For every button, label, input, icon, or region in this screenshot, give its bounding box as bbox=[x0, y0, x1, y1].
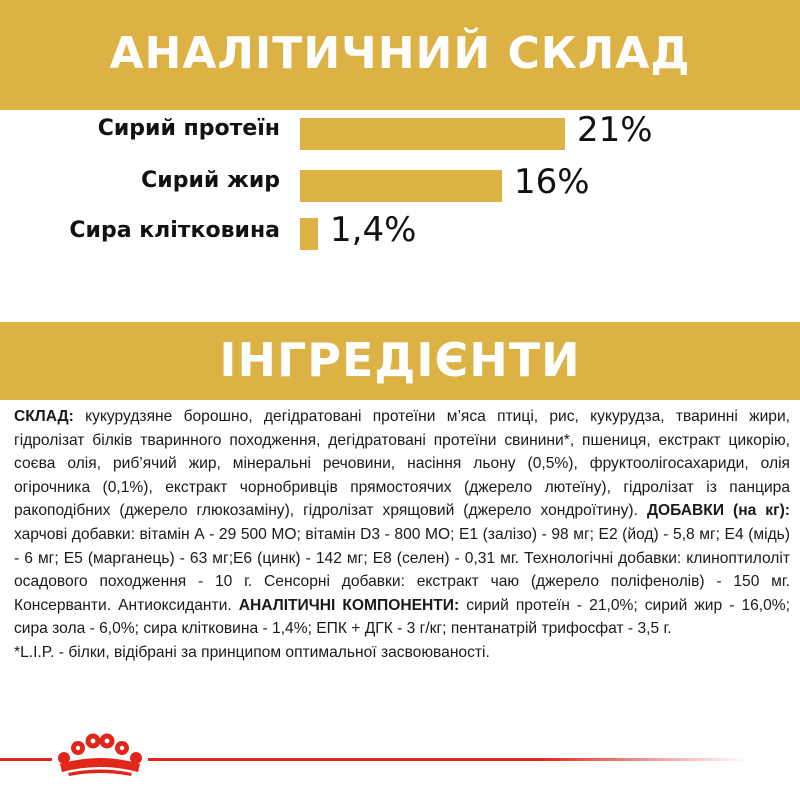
analysis-label: Сирий жир bbox=[141, 168, 280, 193]
analysis-bar bbox=[300, 118, 565, 150]
analysis-row-protein bbox=[0, 110, 800, 160]
analysis-row-fat bbox=[0, 162, 800, 212]
ingredients-text bbox=[14, 405, 790, 665]
analysis-value: 21% bbox=[577, 110, 653, 150]
analysis-bar bbox=[300, 218, 318, 250]
footer-line-right bbox=[148, 758, 748, 761]
composition-text: кукурудзяне борошно, дегідратовані протеїни м’яса птиці, рис, кукурудза, тваринні жири, гідролізат білків тваринного походження, дегідратовані протеїни свинини*, пшениця, екстракт цикорію, соєва олія, риб’ячий жир, мінеральні речовини, насіння льону (0,5%), фруктоолігосахариди, олія огірочника (0,1%), екстракт чорнобривців прямостоячих (джерело лютеїну), гідролізат із панцира ракоподібних (джерело глюкозаміну), гідролізат хрящовий (джерело хондроїтину). bbox=[14, 408, 790, 520]
analysis-value: 1,4% bbox=[330, 210, 417, 250]
footnote: *L.I.P. - білки, відібрані за принципом оптимальної засвоюваності. bbox=[14, 643, 490, 661]
analysis-label: Сирий протеїн bbox=[97, 116, 280, 141]
additives-text: харчові добавки: вітамін А - 29 500 МО; вітамін D3 - 800 МО; E1 (залізо) - 98 мг; E2 (йод) - 5,8 мг; E4 (мідь) - 6 мг; E5 (марганець) - 63 мг;E6 (цинк) - 142 мг; E8 (селен) - 0,31 мг. Технологічні добавки: клиноптилоліт осадового походження - 10 г. Сенсорні добавки: екстракт чаю (джерело поліфенолів) - 150 мг. Консерванти. Антиоксиданти. bbox=[14, 525, 790, 614]
royal-canin-crown-logo bbox=[54, 728, 146, 778]
analysis-label: Сира клітковина bbox=[69, 218, 280, 243]
additives-label: ДОБАВКИ (на кг): bbox=[646, 502, 790, 520]
composition-label: СКЛАД: bbox=[14, 408, 74, 425]
analysis-value: 16% bbox=[514, 162, 590, 202]
analysis-bar bbox=[300, 170, 502, 202]
analytical-label: АНАЛІТИЧНІ КОМПОНЕНТИ: bbox=[238, 596, 460, 614]
ingredients-title: ІНГРЕДІЄНТИ bbox=[0, 322, 800, 400]
analysis-row-fiber bbox=[0, 210, 800, 264]
analysis-title: АНАЛІТИЧНИЙ СКЛАД bbox=[0, 0, 800, 110]
footer-line-left bbox=[0, 758, 52, 761]
analytical-text: сирий протеїн - 21,0%; сирий жир - 16,0%; сира зола - 6,0%; сира клітковина - 1,4%; ЕПК + ДГК - 3 г/кг; пентанатрій трифосфат - 3,5 г. bbox=[14, 596, 790, 638]
